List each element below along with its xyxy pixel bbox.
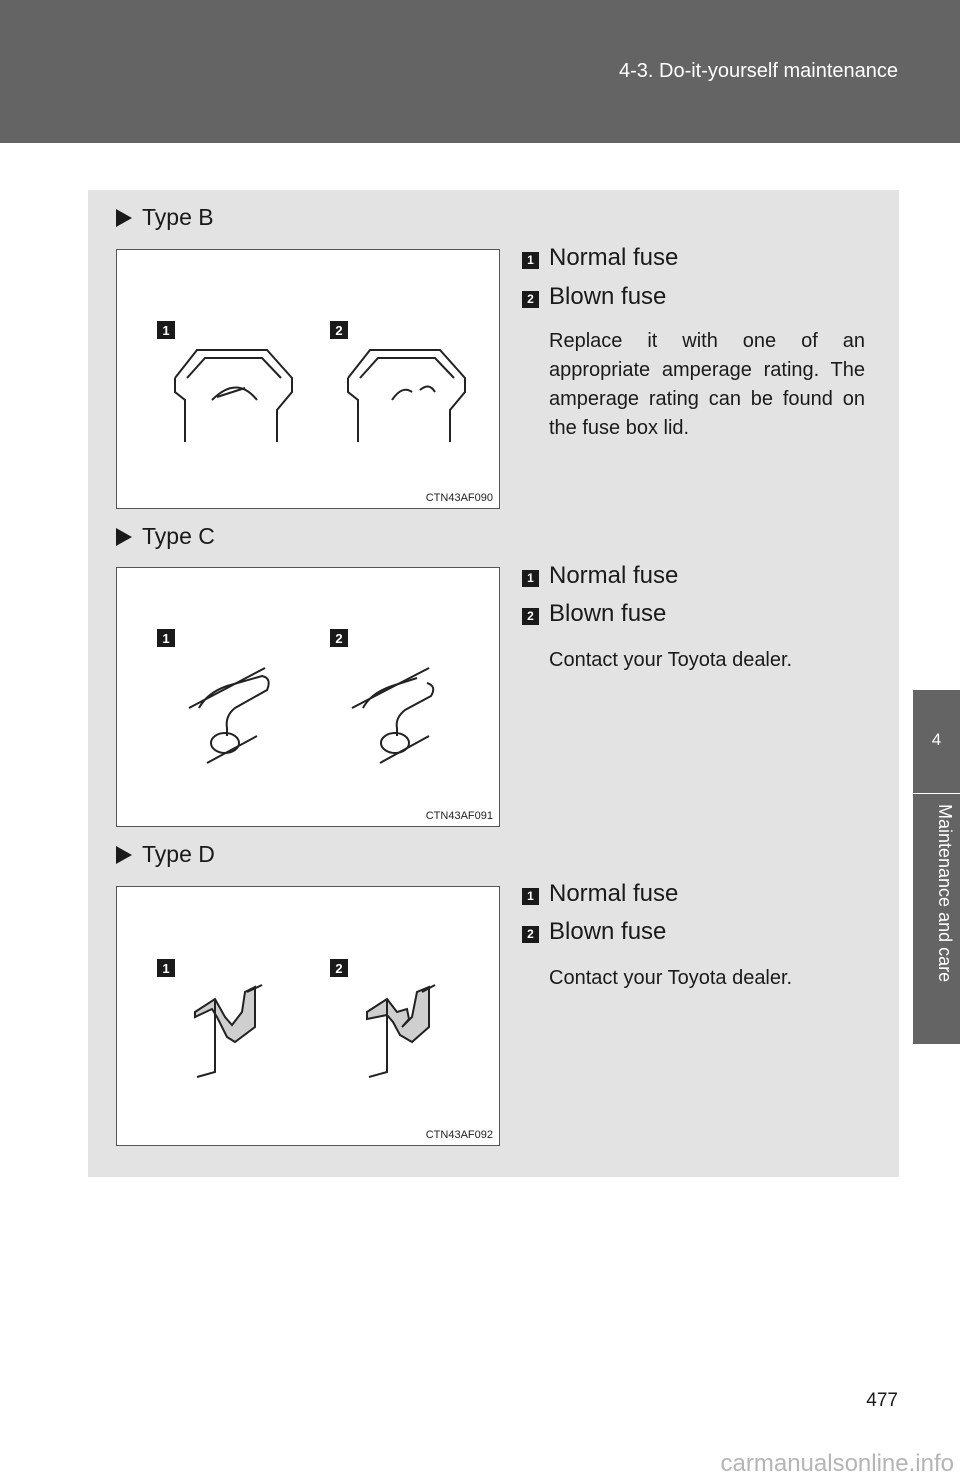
svg-text:1: 1 <box>162 323 170 338</box>
chapter-label: Maintenance and care <box>935 804 955 983</box>
svg-text:1: 1 <box>162 631 170 646</box>
figure-code: CTN43AF091 <box>425 810 493 822</box>
legend-label: Blown fuse <box>549 918 667 945</box>
number-badge: 1 <box>522 252 539 269</box>
type-b-heading <box>116 204 214 231</box>
number-badge: 2 <box>522 291 539 308</box>
figure-code: CTN43AF090 <box>425 492 493 504</box>
watermark[interactable]: carmanualsonline.info <box>720 1450 954 1477</box>
number-badge: 1 <box>522 888 539 905</box>
type-b-label: Type B <box>142 204 214 230</box>
type-d-label: Type D <box>142 841 215 867</box>
number-badge: 2 <box>522 926 539 943</box>
legend-item <box>522 918 666 946</box>
arrow-right-icon <box>116 846 132 864</box>
chapter-number: 4 <box>931 730 942 749</box>
arrow-right-icon <box>116 209 132 227</box>
figure-code: CTN43AF092 <box>425 1129 493 1141</box>
section-title: 4-3. Do-it-yourself maintenance <box>618 60 898 82</box>
legend-label: Normal fuse <box>549 880 679 907</box>
page-number: 477 <box>866 1390 898 1411</box>
legend-label: Normal fuse <box>549 244 679 271</box>
svg-text:2: 2 <box>335 631 343 646</box>
type-c-figure <box>116 567 500 827</box>
page-header <box>0 0 960 143</box>
legend-item <box>522 244 678 272</box>
type-c-label: Type C <box>142 523 215 549</box>
number-badge: 1 <box>522 570 539 587</box>
legend-item <box>522 283 666 311</box>
type-d-figure <box>116 886 500 1146</box>
type-d-heading <box>116 841 215 868</box>
type-d-note: Contact your Toyota dealer. <box>549 967 793 989</box>
arrow-right-icon <box>116 528 132 546</box>
legend-item <box>522 880 678 908</box>
svg-text:2: 2 <box>335 323 343 338</box>
legend-item <box>522 562 678 590</box>
number-badge: 2 <box>522 608 539 625</box>
type-d-fuse-illustration <box>117 887 501 1147</box>
type-c-heading <box>116 523 215 550</box>
type-b-figure <box>116 249 500 509</box>
chapter-number-tab[interactable] <box>913 690 960 793</box>
legend-label: Normal fuse <box>549 562 679 589</box>
legend-label: Blown fuse <box>549 283 667 310</box>
type-c-fuse-illustration <box>117 568 501 828</box>
type-c-note: Contact your Toyota dealer. <box>549 649 793 671</box>
chapter-label-tab[interactable] <box>913 794 960 1044</box>
legend-item <box>522 600 666 628</box>
svg-text:1: 1 <box>162 961 170 976</box>
legend-label: Blown fuse <box>549 600 667 627</box>
svg-text:2: 2 <box>335 961 343 976</box>
type-b-fuse-illustration <box>117 250 501 510</box>
type-b-note: Replace it with one of an appropriate amperage rating. The amperage rating can be found on the fuse box lid. <box>549 330 865 439</box>
